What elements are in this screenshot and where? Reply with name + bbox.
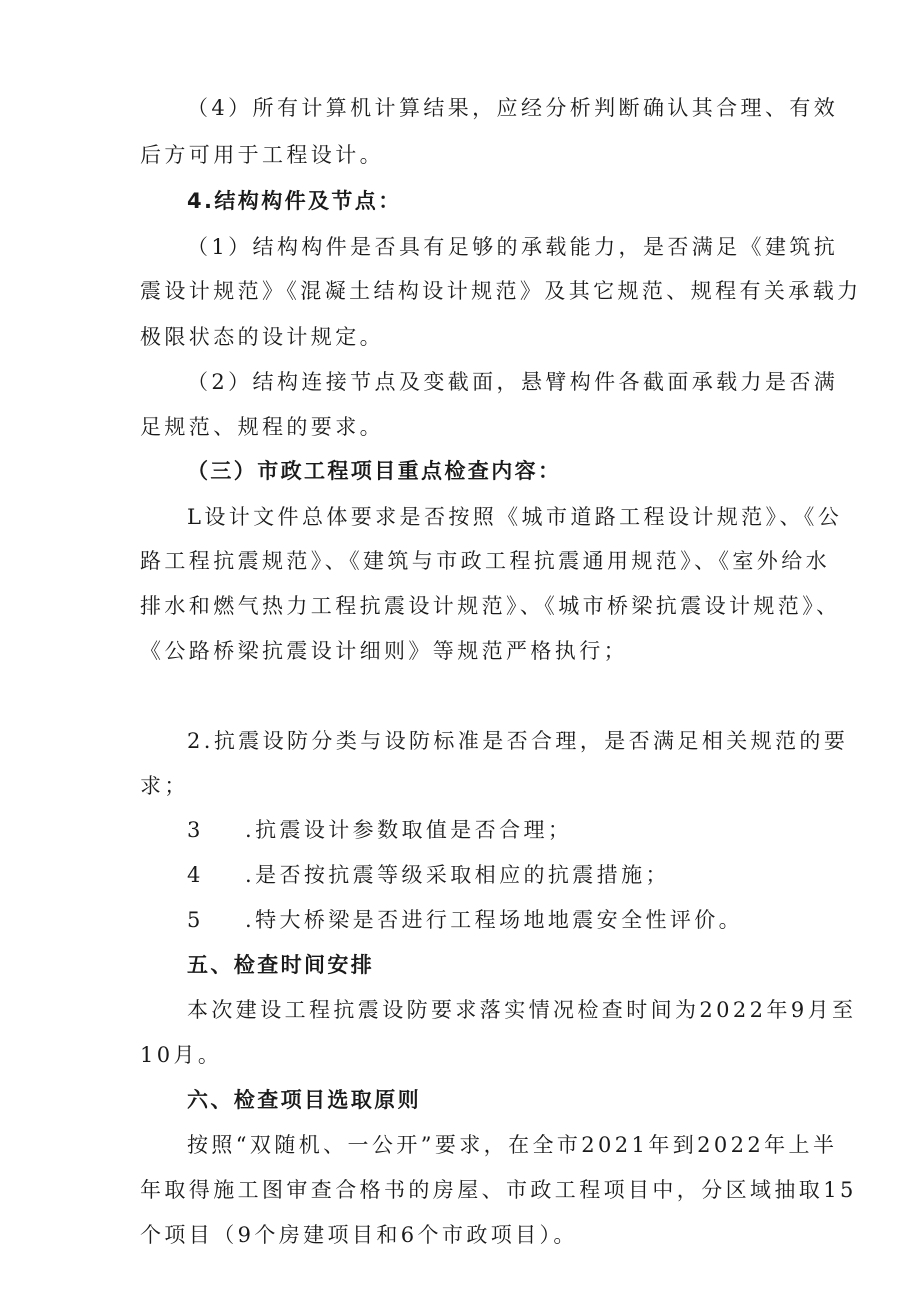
list-item xyxy=(187,860,670,890)
paragraph-line: 路工程抗震规范》、《建筑与市政工程抗震通用规范》、《室外给水 xyxy=(140,549,830,573)
paragraph-line: 按照“双随机、一公开”要求，在全市2021年到2022年上半 xyxy=(187,1133,838,1157)
paragraph-line: （2）结构连接节点及变截面，悬臂构件各截面承载力是否满 xyxy=(187,370,839,394)
paragraph-line: 《公路桥梁抗震设计细则》等规范严格执行； xyxy=(140,639,628,663)
paragraph-line: 足规范、规程的要求。 xyxy=(140,415,384,439)
paragraph-line: 震设计规范》《混凝土结构设计规范》及其它规范、规程有关承载力 xyxy=(140,279,862,303)
section-heading: 五、检查时间安排 xyxy=(187,953,375,977)
list-item-text: .是否按抗震等级采取相应的抗震措施； xyxy=(245,863,670,887)
section-heading: 六、检查项目选取原则 xyxy=(187,1088,421,1112)
list-item-text: .抗震设计参数取值是否合理； xyxy=(245,818,573,842)
paragraph-line: 年取得施工图审查合格书的房屋、市政工程项目中，分区域抽取15 xyxy=(140,1178,857,1202)
paragraph-line: 2.抗震设防分类与设防标准是否合理，是否满足相关规范的要 xyxy=(187,729,849,753)
paragraph-line: L设计文件总体要求是否按照《城市道路工程设计规范》、《公 xyxy=(187,505,843,529)
list-item-number: 5 xyxy=(187,908,204,932)
list-item-number: 4 xyxy=(187,863,204,887)
list-item xyxy=(187,815,572,845)
list-item xyxy=(187,905,743,935)
list-item-text: .特大桥梁是否进行工程场地地震安全性评价。 xyxy=(245,908,744,932)
paragraph-line: 求； xyxy=(140,774,189,798)
section-heading: （三）市政工程项目重点检查内容： xyxy=(187,459,562,483)
paragraph-line: 后方可用于工程设计。 xyxy=(140,143,384,167)
paragraph-line: 个项目（9个房建项目和6个市政项目）。 xyxy=(140,1223,578,1247)
paragraph-line: 排水和燃气热力工程抗震设计规范》、《城市桥梁抗震设计规范》、 xyxy=(140,594,841,618)
paragraph-line: 10月。 xyxy=(140,1043,223,1067)
paragraph-line: （1）结构构件是否具有足够的承载能力，是否满足《建筑抗 xyxy=(187,235,839,259)
section-heading: 4.结构构件及节点： xyxy=(187,189,402,213)
paragraph-line: 极限状态的设计规定。 xyxy=(140,325,384,349)
paragraph-line: 本次建设工程抗震设防要求落实情况检查时间为2022年9月至 xyxy=(187,998,857,1022)
list-item-number: 3 xyxy=(187,818,204,842)
paragraph-line: （4）所有计算机计算结果，应经分析判断确认其合理、有效 xyxy=(187,96,839,120)
